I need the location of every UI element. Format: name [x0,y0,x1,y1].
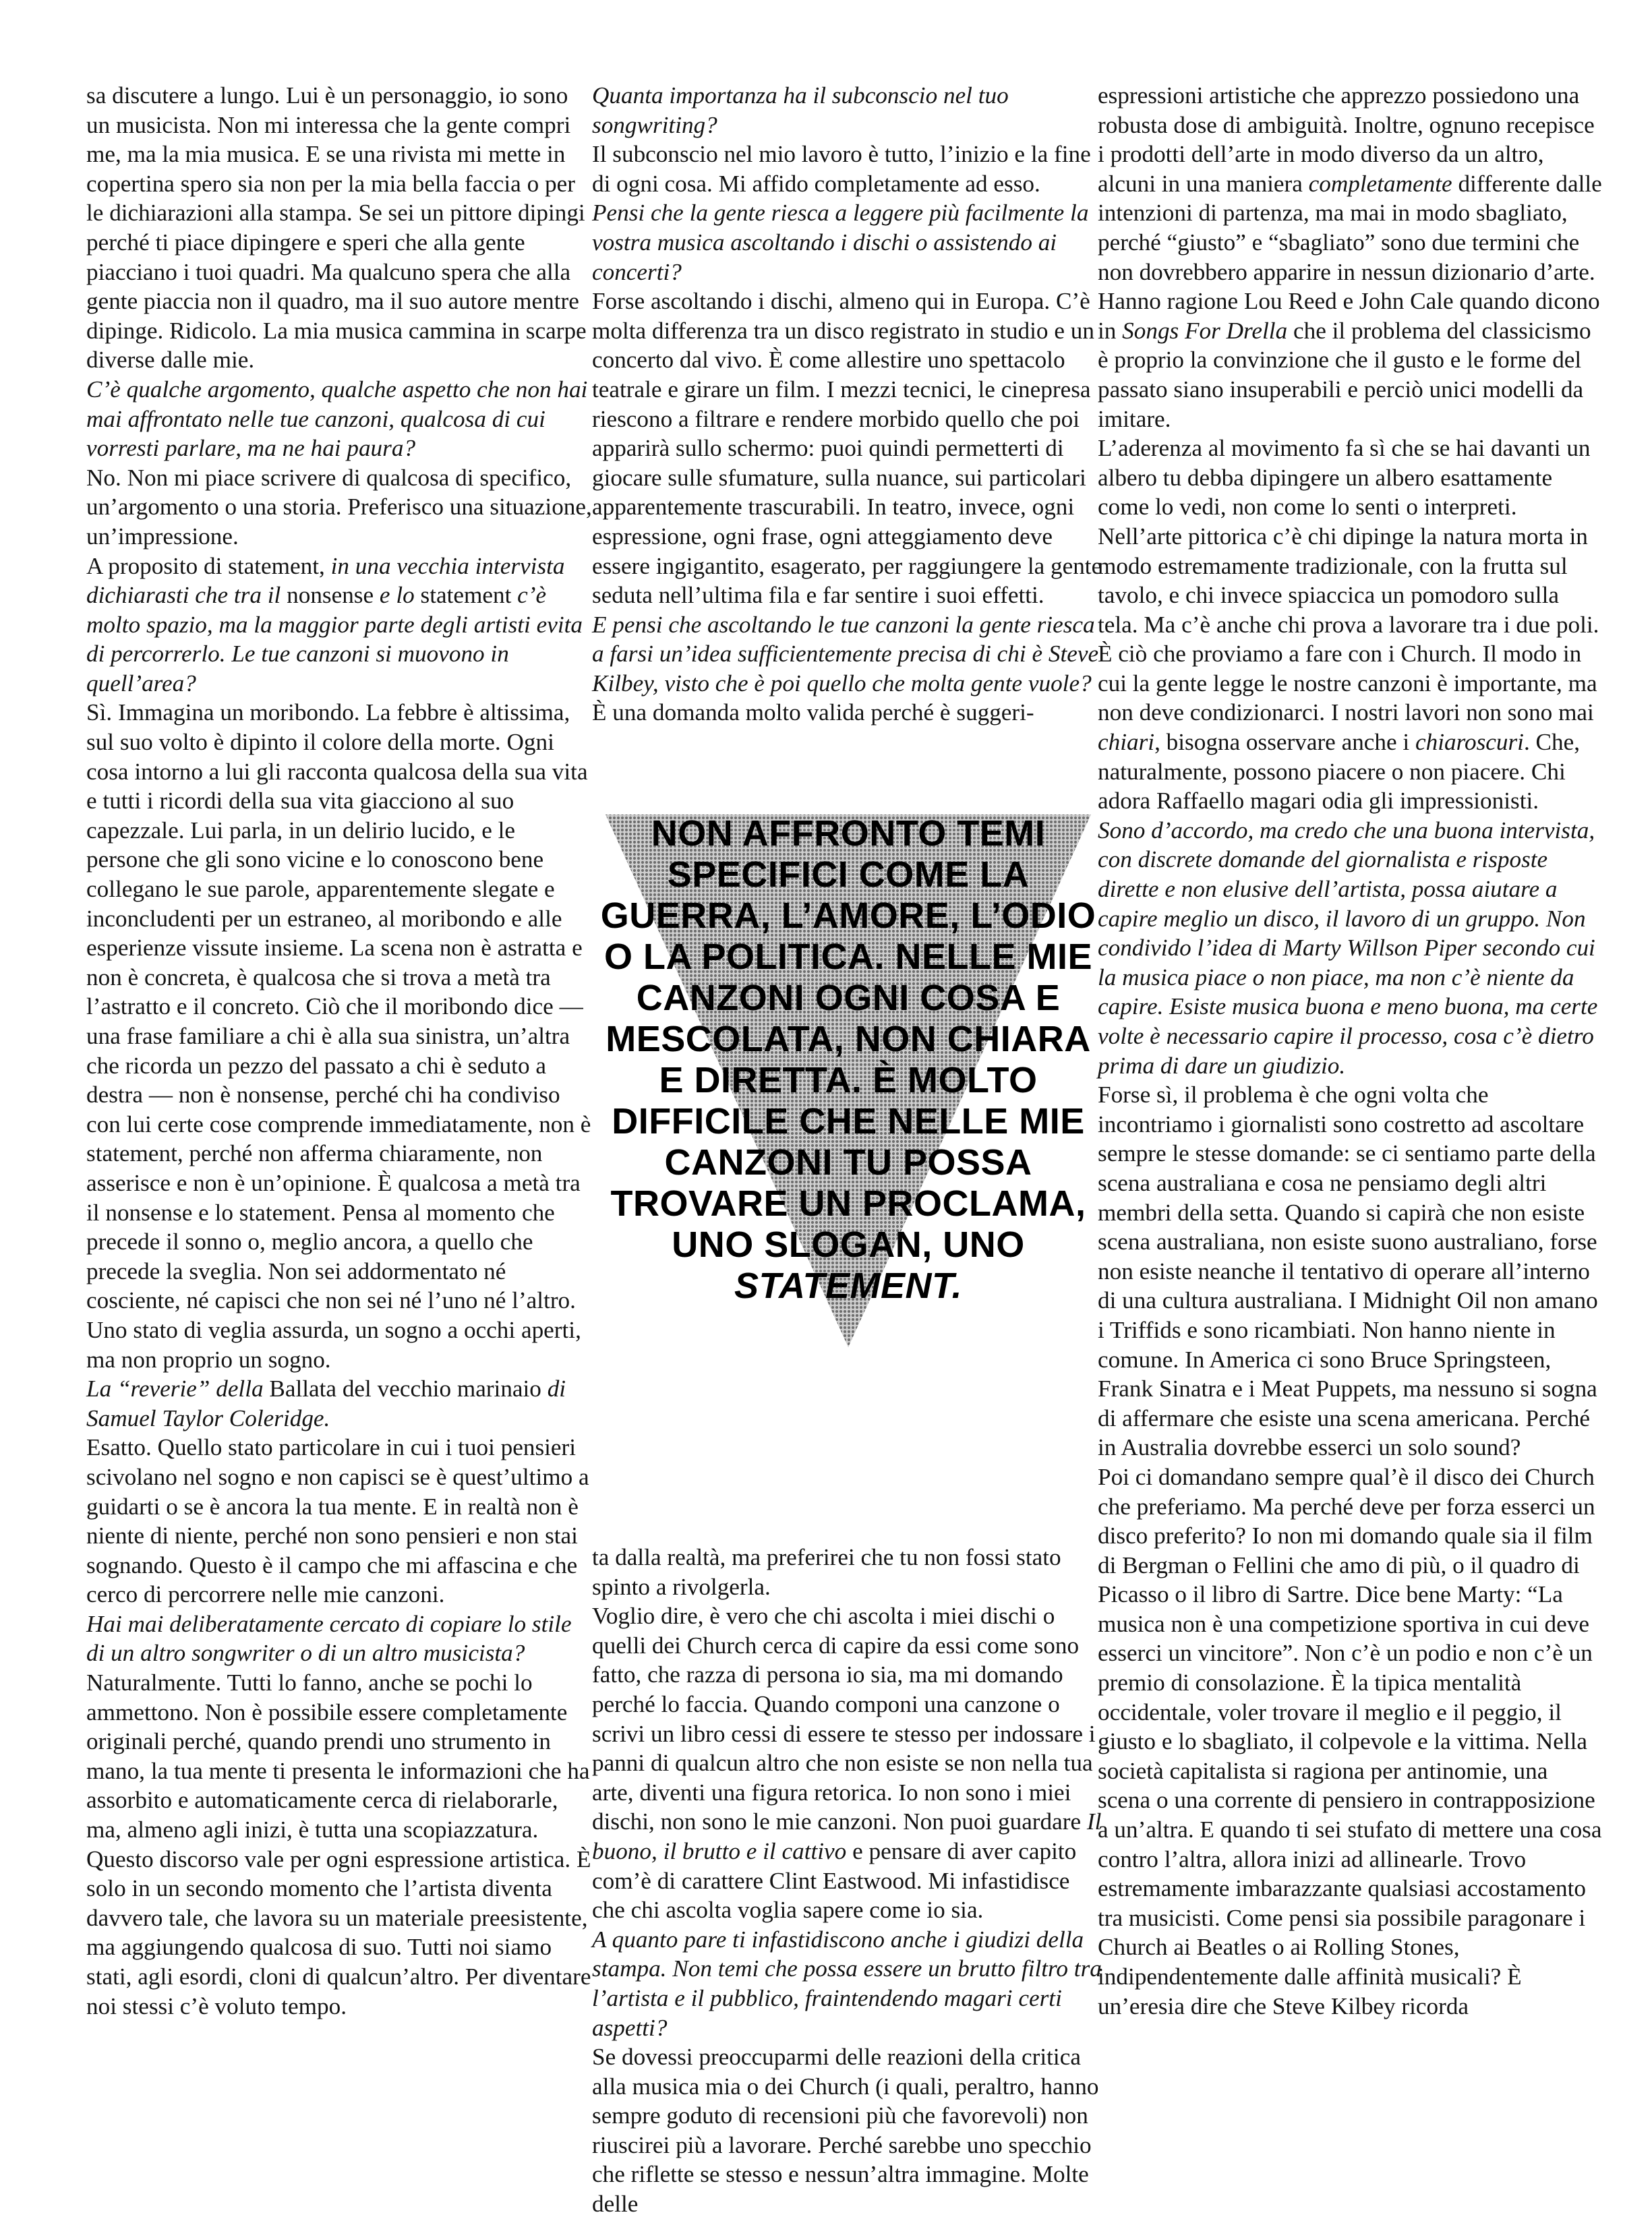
text-run: L’aderenza al movimento fa sì che se hai davanti un albero tu debba dipingere un albero esattamente come lo vedi, non come lo senti o interpreti. Nell’arte pittorica c’è chi dipinge la natura morta in modo estremamente tradizionale, con la frutta sul tavolo, e chi invece spiaccica un pomodoro sulla tela. Ma c’è anche chi prova a lavorare tra i due poli. È ciò che proviamo a fare con i Church. Il modo in cui la gente legge le nostre canzoni è importante, ma non deve condizionarci. I nostri lavori non sono mai [1098,435,1599,726]
text-run-italic: chiari [1098,729,1155,756]
text-run-italic: c’è molto spazio, ma la maggior parte degli artisti evita di percorrerlo. Le tue canzoni si muovono in quell’area? [86,582,583,697]
text-run: e pensare di aver capito com’è di carattere Clint Eastwood. Mi infastidisce che chi ascolta voglia sapere come io sia. [592,1837,1077,1924]
answer-paragraph: No. Non mi piace scrivere di qualcosa di specifico, un’argomento o una storia. Preferisco una situazione, un’impressione. [86,464,592,550]
answer-paragraph: Forse sì, il problema è che ogni volta che incontriamo i giornalisti sono costretto ad ascoltare sempre le stesse domande: se ci sentiamo parte della scena australiana e cosa ne pensiamo degli altri membri della setta. Quando si capirà che non esiste scena australiana, non esiste suono australiano, forse non esiste neanche il tentativo di operare all’interno di una cultura australiana. I Midnight Oil non amano i Triffids e sono ricambiati. Non hanno niente in comune. In America ci sono Bruce Springsteen, Frank Sinatra e i Meat Puppets, ma nessuno si sogna di affermare che esiste una scena americana. Perché in Australia dovrebbe esserci un solo sound? [1098,1082,1598,1461]
answer-paragraph [1098,434,1605,816]
question-paragraph: A quanto pare ti infastidiscono anche i giudizi della stampa. Non temi che possa essere un brutto filtro tra l’artista e il pubblico, fraintendendo magari certi aspetti? [592,1926,1102,2041]
text-run: nonsense [281,582,380,609]
question-paragraph: Sono d’accordo, ma credo che una buona intervista, con discrete domande del giornalista e risposte dirette e non elusive dell’artista, possa aiutare a capire meglio un disco, il lavoro di un gruppo. Non condivido l’idea di Marty Willson Piper secondo cui la musica piace o non piace, ma non c’è niente da capire. Esiste musica buona e meno buona, ma certe volte è necessario capire il processo, cosa c’è dietro prima di dare un giudizio. [1098,817,1598,1079]
text-run-italic: in una vecchia intervista dichiarasti che tra il [86,552,565,609]
column-left [86,81,593,2021]
text-run: A proposito di statement, [86,552,331,579]
text-run: differente dalle intenzioni di partenza, ma mai in modo sbagliato, perché “giusto” e “sbagliato” sono due termini che non dovrebbero apparire in nessun dizionario d’arte. Hanno ragione Lou Reed e John Cale quando dicono in [1098,170,1602,344]
answer-paragraph: È una domanda molto valida perché è suggeri- [592,699,1034,726]
question-paragraph: C’è qualche argomento, qualche aspetto che non hai mai affrontato nelle tue canzoni, qualcosa di cui vorresti parlare, ma ne hai paura? [86,376,588,462]
answer-paragraph: Forse ascoltando i dischi, almeno qui in Europa. C’è molta differenza tra un disco registrato in studio e un concerto dal vivo. È come allestire uno spettacolo teatrale e girare un film. I mezzi tecnici, le cinepresa riescono a filtrare e rendere morbido quello che poi apparirà sullo schermo: puoi quindi permetterti di giocare sulle sfumature, sulla nuance, sui particolari apparentemente trascurabili. In teatro, invece, ogni espressione, ogni frase, ogni atteggiamento deve essere ingigantito, esagerato, per raggiungere la gente seduta nell’ultima fila e far sentire i suoi effetti. [592,288,1102,609]
answer-paragraph: ta dalla realtà, ma preferirei che tu non fossi stato spinto a rivolgerla. [592,1544,1061,1600]
pull-quote-italic: STATEMENT. [734,1266,962,1306]
text-run-italic: Songs For Drella [1122,317,1288,344]
text-run: . Che, naturalmente, possono piacere o non piacere. Chi adora Raffaello magari odia gli impressionisti. [1098,729,1581,815]
text-run-italic: di Samuel Taylor Coleridge. [86,1375,566,1431]
answer-paragraph [1098,81,1605,434]
answer-paragraph: Sì. Immagina un moribondo. La febbre è altissima, sul suo volto è dipinto il colore della morte. Ogni cosa intorno a lui gli racconta qualcosa della sua vita e tutti i ricordi della sua vita giacciono al suo capezzale. Lui parla, in un delirio lucido, e le persone che gli sono vicine e lo conoscono bene collegano le sue parole, apparentemente slegate e inconcludenti per un estraneo, al moribondo e alle esperienze vissute insieme. La scena non è astratta e non è concreta, è qualcosa che si trova a metà tra l’astratto e il concreto. Ciò che il moribondo dice — una frase familiare a chi è alla sua sinistra, un’altra che ricorda un pezzo del passato a chi è seduto a destra — non è nonsense, perché chi ha condiviso con lui certe cose comprende immediatamente, non è statement, perché non afferma chiaramente, non asserisce e non è un’opinione. È qualcosa a metà tra il nonsense e lo statement. Pensa al momento che precede il sonno o, meglio ancora, a quello che precede la sveglia. Non sei addormentato né cosciente, né capisci che non sei né l’uno né l’altro. Uno stato di veglia assurda, un sogno a occhi aperti, ma non proprio un sogno. [86,699,591,1373]
question-paragraph [86,1374,593,1433]
question-paragraph: Pensi che la gente riesca a leggere più facilmente la vostra musica ascoltando i dischi o assistendo ai concerti? [592,200,1089,285]
text-run-italic: Il buono, il brutto e il cattivo [592,1808,1102,1864]
text-run: , bisogna osservare anche i [1154,729,1415,756]
pull-quote-text [592,813,1104,1307]
question-paragraph: E pensi che ascoltando le tue canzoni la gente riesca a farsi un’idea sufficientemente precisa di chi è Steve Kilbey, visto che è poi quello che molta gente vuole? [592,611,1099,697]
text-run: Voglio dire, è vero che chi ascolta i miei dischi o quelli dei Church cerca di capire da essi come sono fatto, che razza di persona io sia, ma mi domando perché lo faccia. Quando componi una canzone o scrivi un libro cessi di essere te stesso per indossare i panni di qualcun altro che non esiste se non nella tua arte, diventi una figura retorica. Io non sono i miei dischi, non sono le mie canzoni. Non puoi guardare [592,1603,1096,1835]
answer-paragraph: Poi ci domandano sempre qual’è il disco dei Church che preferiamo. Ma perché deve per forza esserci un disco preferito? Io non mi domando quale sia il film di Bergman o Fellini che amo di più, o il quadro di Picasso o il libro di Sartre. Dice bene Marty: “La musica non è una competizione sportiva in cui deve esserci un vincitore”. Non c’è un podio e non c’è un premio di consolazione. È la tipica mentalità occidentale, voler trovare il meglio e il peggio, il giusto e lo sbagliato, il colpevole e la vittima. Nella società capitalista si ragiona per antinomie, una scena o una corrente di pensiero in contrapposizione a un’altra. E quando ti sei stufato di mettere una cosa contro l’altra, allora inizi ad allinearle. Trovo estremamente imbarazzante qualsiasi accostamento tra musicisti. Come pensi sia possibile paragonare i Church ai Beatles o ai Rolling Stones, indipendentemente dalle affinità musicali? È un’eresia dire che Steve Kilbey ricorda [1098,1463,1602,2019]
text-run: Ballata del vecchio marinaio [263,1375,548,1402]
answer-paragraph: Naturalmente. Tutti lo fanno, anche se pochi lo ammettono. Non è possibile essere completamente originali perché, quando prendi uno strumento in mano, la tua mente ti presenta le informazioni che ha assorbito e automaticamente cerca di rielaborarle, ma, almeno agli inizi, è tutta una scopiazzatura. Questo discorso vale per ogni espressione artistica. È solo in un secondo momento che l’artista diventa davvero tale, che lavora su un materiale preesistente, ma aggiungendo qualcosa di suo. Tutti noi siamo stati, agli esordi, cloni di qualcun’altro. Per diventare noi stessi c’è voluto tempo. [86,1669,591,2019]
answer-paragraph: sa discutere a lungo. Lui è un personaggio, io sono un musicista. Non mi interessa che la gente compri me, ma la mia musica. E se una rivista mi mette in copertina spero sia non per la mia bella faccia o per le dichiarazioni alla stampa. Se sei un pittore dipingi perché ti piace dipingere e speri che alla gente piacciano i tuoi quadri. Ma qualcuno spera che alla gente piaccia non il quadro, ma il suo autore mentre dipinge. Ridicolo. La mia musica cammina in scarpe diverse dalle mie. [86,82,587,374]
column-right [1098,81,1605,2021]
column-middle-bottom [592,1543,1104,2219]
pull-quote [592,808,1104,1502]
question-paragraph: Quanta importanza ha il subconscio nel tuo songwriting? [592,82,1009,138]
answer-paragraph: Esatto. Quello stato particolare in cui i tuoi pensieri scivolano nel sogno e non capisci se è quest’ultimo a guidarti o se è ancora la tua mente. E in realtà non è niente di niente, perché non sono pensieri e non stai sognando. Questo è il campo che mi affascina e che cerco di percorrere nelle mie canzoni. [86,1434,589,1608]
text-run-italic: La “reverie” della [86,1375,264,1402]
column-middle-top [592,81,1104,728]
question-paragraph: Hai mai deliberatamente cercato di copiare lo stile di un altro songwriter o di un altro musicista? [86,1610,572,1667]
text-run-italic: chiaroscuri [1415,729,1524,756]
text-run-italic: completamente [1308,170,1452,197]
text-run-italic: e lo [379,582,415,609]
answer-paragraph: Se dovessi preoccuparmi delle reazioni della critica alla musica mia o dei Church (i quali, peraltro, hanno sempre goduto di recensioni più che favorevoli) non riuscirei più a lavorare. Perché sarebbe uno specchio che riflette se stesso e nessun’altra immagine. Molte delle [592,2044,1099,2218]
question-paragraph [86,552,593,699]
text-run: espressioni artistiche che apprezzo possiedono una robusta dose di ambiguità. Inoltre, ognuno recepisce i prodotti dell’arte in modo diverso da un altro, alcuni in una maniera [1098,82,1595,197]
answer-paragraph: Il subconscio nel mio lavoro è tutto, l’inizio e la fine di ogni cosa. Mi affido completamente ad esso. [592,141,1091,197]
text-run: statement [414,582,518,609]
pull-quote-main: NON AFFRONTO TEMI SPECIFICI COME LA GUERRA, L’AMORE, L’ODIO O LA POLITICA. NELLE MIE CANZONI OGNI COSA E MESCOLATA, NON CHIARA E DIRETTA. È MOLTO DIFFICILE CHE NELLE MIE CANZONI TU POSSA TROVARE UN PROCLAMA, UNO SLOGAN, UNO [600,813,1096,1265]
answer-paragraph [592,1601,1104,1925]
text-run: che il problema del classicismo è proprio la convinzione che il gusto e le forme del passato siano insuperabili e perciò unici modelli da imitare. [1098,317,1591,432]
